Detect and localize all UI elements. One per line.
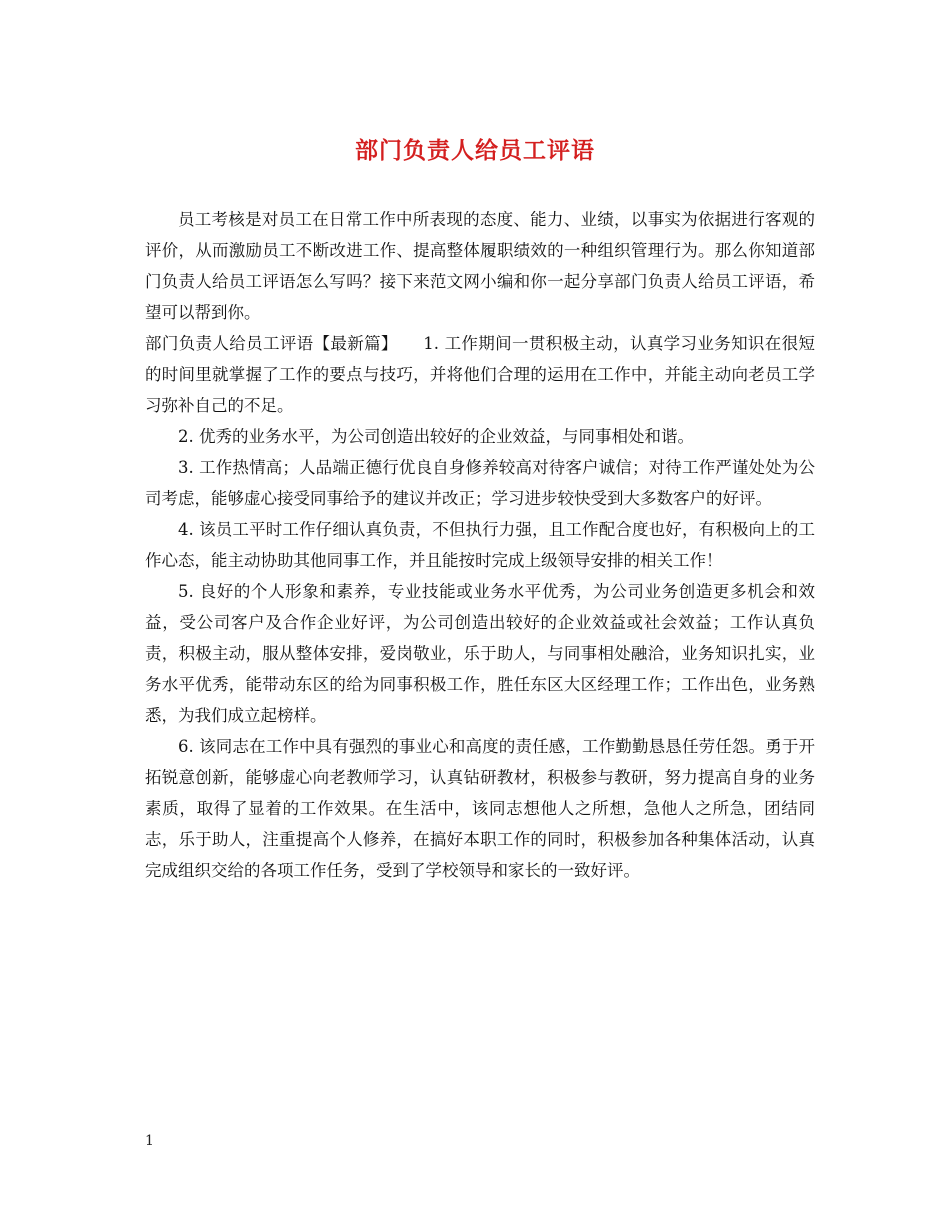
comment-paragraph-3: 3. 工作热情高；人品端正德行优良自身修养较高对待客户诚信；对待工作严谨处处为公司考虑，能够虚心接受同事给予的建议并改正；学习进步较快受到大多数客户的好评。 xyxy=(145,458,815,508)
comment-paragraph-4: 4. 该员工平时工作仔细认真负责，不但执行力强，且工作配合度也好，有积极向上的工作心态，能主动协助其他同事工作，并且能按时完成上级领导安排的相关工作！ xyxy=(145,520,815,570)
page-number: 1 xyxy=(145,1133,154,1149)
comment-paragraph-6: 6. 该同志在工作中具有强烈的事业心和高度的责任感，工作勤勤恳恳任劳任怨。勇于开拓锐意创新，能够虚心向老教师学习，认真钻研教材，积极参与教研，努力提高自身的业务素质，取得了显着的工作效果。在生活中，该同志想他人之所想，急他人之所急，团结同志，乐于助人，注重提高个人修养，在搞好本职工作的同时，积极参加各种集体活动，认真完成组织交给的各项工作任务，受到了学校领导和家长的一致好评。 xyxy=(145,737,815,880)
comment-paragraph-2: 2. 优秀的业务水平，为公司创造出较好的企业效益，与同事相处和谐。 xyxy=(178,427,694,446)
comment-paragraph-5: 5. 良好的个人形象和素养，专业技能或业务水平优秀，为公司业务创造更多机会和效益，受公司客户及合作企业好评，为公司创造出较好的企业效益或社会效益；工作认真负责，积极主动，服从整体安排，爱岗敬业，乐于助人，与同事相处融洽，业务知识扎实，业务水平优秀，能带动东区的给为同事积极工作，胜任东区大区经理工作；工作出色，业务熟悉，为我们成立起榜样。 xyxy=(145,582,815,725)
intro-paragraph: 员工考核是对员工在日常工作中所表现的态度、能力、业绩，以事实为依据进行客观的评价，从而激励员工不断改进工作、提高整体履职绩效的一种组织管理行为。那么你知道部门负责人给员工评语怎么写吗？接下来范文网小编和你一起分享部门负责人给员工评语，希望可以帮到你。 xyxy=(145,210,815,322)
section-heading-paragraph: 部门负责人给员工评语【最新篇】 1. 工作期间一贯积极主动，认真学习业务知识在很短的时间里就掌握了工作的要点与技巧，并将他们合理的运用在工作中，并能主动向老员工学习弥补自己的不足。 xyxy=(145,334,815,415)
document-body xyxy=(145,204,815,886)
document-title: 部门负责人给员工评语 xyxy=(355,137,595,164)
